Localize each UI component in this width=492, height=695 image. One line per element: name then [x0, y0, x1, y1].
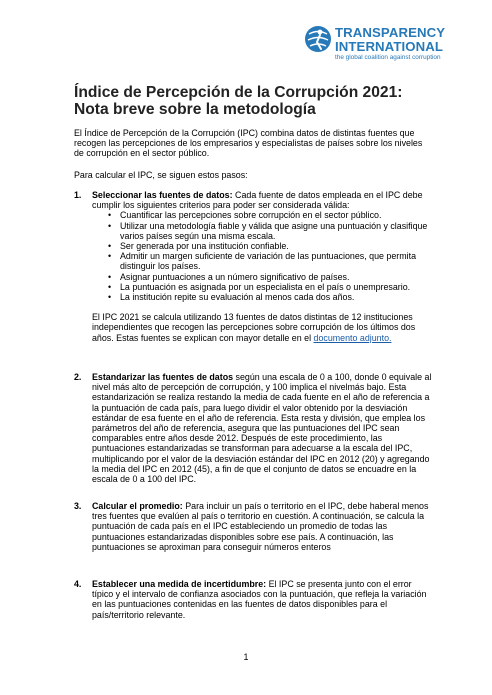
- step-heading: Estandarizar las fuentes de datos: [92, 372, 234, 382]
- list-item: • Ser generada por una institución confiable.: [108, 241, 434, 251]
- sources-text: El IPC 2021 se calcula utilizando 13 fuentes de datos distintas de 12 instituciones independientes que recogen las percepciones sobre corrupción de los últimos dos años. Estas fuentes se explican con mayor detalle en el: [92, 312, 416, 343]
- list-item: • Utilizar una metodología fiable y válida que asigne una puntuación y clasifique varios países según una misma escala.: [108, 221, 434, 241]
- logo-tagline: the global coalition against corruption: [335, 54, 441, 61]
- sources-paragraph: [92, 312, 434, 343]
- step-text: Para incluir un país o territorio en el IPC, debe haberal menos tres fuentes que evalúen al país o territorio en cuestión. A continuación, se calcula la puntuación de cada país en el IPC estableciendo un promedio de todas las puntuaciones estandarizadas disponibles sobre ese país. A continuación, las puntuaciones se aproximan para conseguir números enteros: [92, 501, 429, 552]
- logo-line-2: INTERNATIONAL: [335, 39, 444, 54]
- transparency-international-logo: [304, 22, 484, 66]
- globe-person-icon: [304, 25, 332, 53]
- page-number: 1: [243, 652, 249, 662]
- step-text: Cada fuente de datos empleada en el IPC debe cumplir los siguientes criterios para poder ser considerada válida:: [92, 190, 423, 211]
- list-item: • Cuantificar las percepciones sobre corrupción en el sector público.: [108, 210, 434, 220]
- step-2: [74, 372, 434, 484]
- page-title: Índice de Percepción de la Corrupción 2021: Nota breve sobre la metodología: [74, 84, 403, 118]
- annex-link[interactable]: documento adjunto.: [313, 332, 392, 343]
- logo-line-1: TRANSPARENCY: [335, 25, 446, 40]
- list-item: • La puntuación es asignada por un especialista en el país o unempresario.: [108, 282, 434, 292]
- step-number: 4.: [74, 579, 82, 589]
- step-1: [74, 190, 434, 343]
- list-item: • Asignar puntuaciones a un número significativo de países.: [108, 272, 434, 282]
- list-item: • La institución repite su evaluación al menos cada dos años.: [108, 292, 434, 302]
- criteria-list: [108, 210, 434, 302]
- list-item: • Admitir un margen suficiente de variación de las puntuaciones, que permita distinguir los países.: [108, 251, 434, 271]
- step-number: 3.: [74, 501, 82, 511]
- step-3: [74, 501, 434, 552]
- step-heading: Seleccionar las fuentes de datos:: [92, 190, 233, 200]
- step-number: 2.: [74, 372, 82, 382]
- step-text: El IPC se presenta junto con el error típico y el intervalo de confianza asociados con la puntuación, que refleja la variación en las puntuaciones contenidas en las fuentes de datos disponibles para el país/territorio relevante.: [92, 579, 427, 620]
- steps-intro: Para calcular el IPC, se siguen estos pasos:: [74, 170, 248, 180]
- step-heading: Calcular el promedio:: [92, 501, 183, 511]
- step-text: según una escala de 0 a 100, donde 0 equivale al nivel más alto de percepción de corrupción, y 100 implica el nivelmás bajo. Esta estandarización se realiza restando la media de cada fuente en el año de referencia a la puntuación de cada país, para luego dividir el valor obtenido por la desviación estándar de esa fuente en el año de referencia. Esta resta y división, que emplea los parámetros del año de referencia, asegura que las puntuaciones del IPC sean comparables entre años desde 2012. Después de este procedimiento, las puntuaciones estandarizadas se transforman para adecuarse a la escala del IPC, multiplicando por el valor de la desviación estándar del IPC en 2012 (20) y agregando la media del IPC en 2012 (45), a fin de que el conjunto de datos se encuadre en la escala de 0 a 100 del IPC.: [92, 372, 432, 485]
- step-4: [74, 579, 434, 620]
- intro-paragraph: El Índice de Percepción de la Corrupción (IPC) combina datos de distintas fuentes que recogen las percepciones de los empresarios y especialistas de países sobre los niveles de corrupción en el sector público.: [74, 128, 423, 159]
- step-heading: Establecer una medida de incertidumbre:: [92, 579, 267, 589]
- step-number: 1.: [74, 190, 82, 200]
